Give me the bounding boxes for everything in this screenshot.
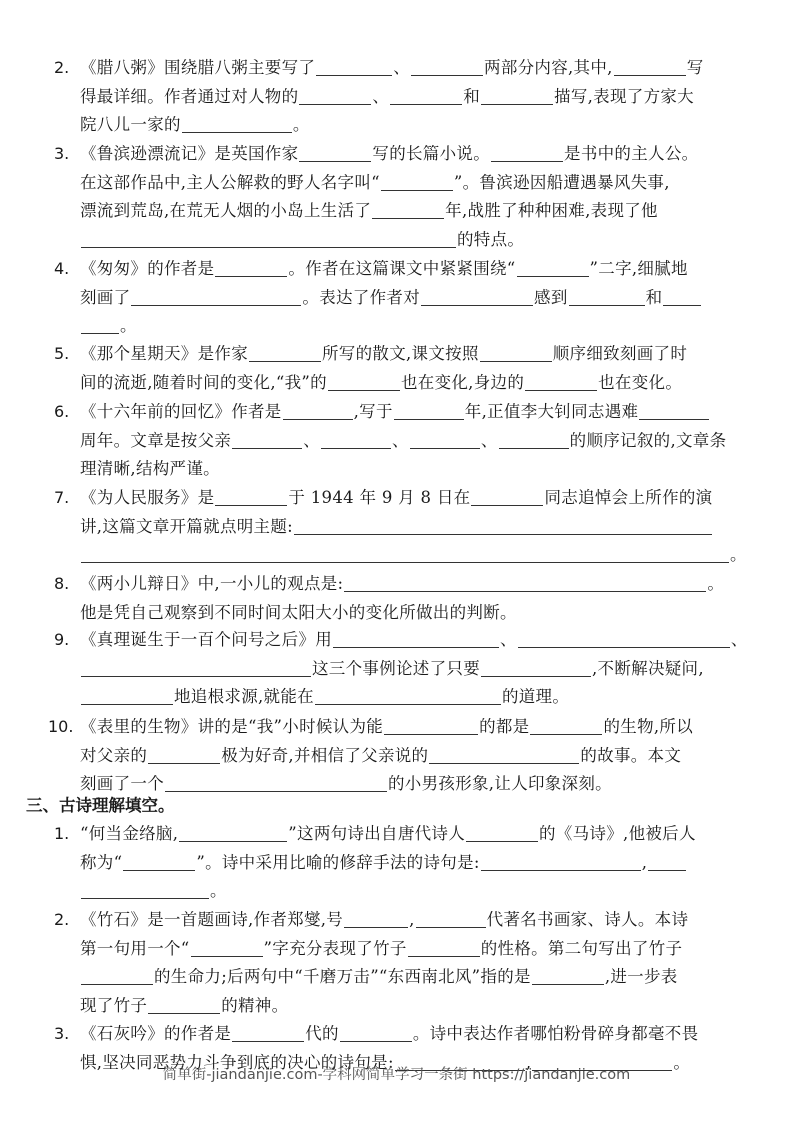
answer-blank[interactable] [215,258,287,277]
answer-blank[interactable] [123,852,195,871]
question-item [54,54,754,140]
question-text: 《为人民服务》是 [80,488,215,507]
answer-blank[interactable] [614,57,686,76]
question-line [80,83,754,112]
question-text: 和 [463,86,481,106]
question-text: 地追根求源,就能在 [174,687,314,706]
question-text: “何当金络脑, [80,824,179,843]
question-text: ,进一步表 [604,967,678,986]
question-number: 9. [54,630,70,649]
answer-blank[interactable] [408,938,480,957]
question-text: 和 [645,287,663,307]
question-text: 代的 [305,1024,339,1043]
question-text: ”这两句诗出自唐代诗人 [288,824,466,843]
question-line [80,570,754,599]
question-line [80,906,754,935]
question-text: 对父亲的 [80,745,148,765]
question-text: 同志追悼会上所作的演 [544,488,713,507]
question-text: 的精神。 [221,995,289,1015]
question-number: 3. [54,144,70,163]
question-text: 理清晰,结构严谨。 [80,459,220,478]
question-text: ”。诗中采用比喻的修辞手法的诗句是: [196,852,480,872]
question-line [80,1020,754,1049]
question-text: 《那个星期天》是作家 [80,344,248,363]
answer-blank[interactable] [569,287,645,306]
question-line [80,140,754,169]
question-text: 两部分内容,其中, [484,58,613,77]
question-text: 的特点。 [457,229,525,249]
answer-blank[interactable] [411,57,483,76]
question-number: 6. [54,402,70,421]
question-text: 《十六年前的回忆》作者是 [80,402,282,421]
question-line [80,284,754,313]
question-text: 、 [372,86,390,106]
question-line [80,849,754,878]
question-item [54,140,754,254]
question-text: 惧,坚决同恶势力斗争到底的决心的诗句是: [80,1052,394,1072]
question-text: 、 [730,630,748,649]
answer-blank[interactable] [466,823,538,842]
answer-blank[interactable] [530,716,602,735]
answer-blank[interactable] [499,430,569,449]
question-line [80,742,754,771]
question-text: 《腊八粥》围绕腊八粥主要写了 [80,58,316,77]
question-text: 。 [292,115,310,134]
question-line [80,820,754,849]
question-line [80,340,754,369]
question-item [48,713,754,799]
question-number: 3. [54,1024,70,1043]
question-text: 的生命力;后两句中“千磨万击”“东西南北风”指的是 [154,967,531,986]
question-text: 。表达了作者对 [302,287,421,307]
answer-blank[interactable] [410,430,480,449]
answer-blank[interactable] [315,686,501,705]
answer-blank[interactable] [663,287,701,306]
answer-blank[interactable] [416,909,486,928]
question-line [80,369,754,398]
answer-blank[interactable] [481,658,591,677]
question-item [54,484,754,570]
question-text: 《竹石》是一首题画诗,作者郑燮,号 [80,910,344,929]
answer-blank[interactable] [384,716,478,735]
question-text: ,写于 [353,402,393,421]
answer-blank[interactable] [81,544,729,563]
answer-blank[interactable] [165,773,387,792]
question-line [80,427,754,456]
question-text: 的顺序记叙的,文章条 [569,430,727,450]
question-line [80,713,754,742]
answer-blank[interactable] [232,430,302,449]
question-text: 所写的散文,课文按照 [322,344,479,363]
answer-blank[interactable] [471,487,543,506]
question-line [80,683,754,712]
question-line [80,484,754,513]
question-text: 现了竹子 [80,995,148,1015]
answer-blank[interactable] [639,401,709,420]
question-text: ”字充分表现了竹子 [263,938,407,958]
question-text: 《真理诞生于一百个问号之后》用 [80,630,332,649]
question-text: 。诗中表达作者哪怕粉骨碎身都毫不畏 [412,1024,699,1043]
question-text: 称为“ [80,852,123,872]
question-line [80,226,754,255]
question-number: 1. [54,824,70,843]
answer-blank[interactable] [344,573,706,592]
question-line [80,599,754,628]
question-text: 顺序细致刻画了时 [552,344,688,363]
answer-blank[interactable] [517,258,589,277]
question-line [80,169,754,198]
question-text: 的性格。第二句写出了竹子 [480,938,683,958]
question-text: 的道理。 [501,687,570,706]
answer-blank[interactable] [648,852,686,871]
answer-blank[interactable] [294,516,712,535]
question-text: 讲,这篇文章开篇就点明主题: [80,516,294,536]
answer-blank[interactable] [344,909,408,928]
question-text: 的《马诗》,他被后人 [539,824,696,843]
question-number: 2. [54,58,70,77]
question-text: 漂流到荒岛,在荒无人烟的小岛上生活了 [80,201,372,220]
answer-blank[interactable] [299,86,371,105]
question-line [80,626,754,655]
question-line [80,197,754,226]
answer-blank[interactable] [491,143,563,162]
question-text: 第一句用一个“ [80,938,190,958]
answer-blank[interactable] [148,995,220,1014]
answer-blank[interactable] [316,57,392,76]
answer-blank[interactable] [299,143,371,162]
question-text: 、 [500,630,517,649]
question-text: , [525,1052,532,1072]
question-number: 7. [54,488,70,507]
question-text: 的小男孩形象,让人印象深刻。 [388,774,612,793]
answer-blank[interactable] [481,86,553,105]
section-three-heading: 三、古诗理解填空。 [26,796,175,815]
question-text: 《鲁滨逊漂流记》是英国作家 [80,144,299,163]
question-text: 年,正值李大钊同志遇难 [464,402,639,421]
question-number: 10. [48,717,74,736]
question-text: 的故事。本文 [580,745,682,765]
question-text: 院八儿一家的 [80,115,181,134]
answer-blank[interactable] [480,343,552,362]
answer-blank[interactable] [390,86,462,105]
question-text: ,不断解决疑问, [592,658,704,678]
question-text: 、 [392,430,409,450]
question-text: 。 [730,545,747,564]
question-number: 8. [54,574,70,593]
question-line [80,935,754,964]
question-text: 《石灰吟》的作者是 [80,1024,232,1043]
question-text: 他是凭自己观察到不同时间太阳大小的变化所做出的判断。 [80,602,517,622]
question-text: 得最详细。作者通过对人物的 [80,86,299,106]
question-text: 、 [303,430,321,450]
question-text: 极为好奇,并相信了父亲说的 [221,745,429,765]
question-text: 于 1944 年 9 月 8 日在 [288,488,471,507]
question-text: 。 [707,574,725,593]
question-text: 刻画了一个 [80,774,164,793]
footer-watermark: 简单街-jiandanjie.com-学科网简单学习一条街 https://jiandanjie.com [162,1067,631,1083]
question-text: , [641,852,648,872]
question-item [54,820,754,906]
answer-blank[interactable] [328,372,400,391]
question-text: 周年。文章是按父亲 [80,430,232,450]
question-line [80,513,754,542]
question-line [80,455,754,484]
question-text: 《两小儿辩日》中,一小儿的观点是: [80,574,344,593]
answer-blank[interactable] [518,629,730,648]
question-text: 。作者在这篇课文中紧紧围绕“ [288,259,516,278]
answer-blank[interactable] [532,966,604,985]
answer-blank[interactable] [481,852,641,871]
question-item [54,255,754,341]
answer-blank[interactable] [191,938,263,957]
answer-blank[interactable] [81,229,456,248]
question-text: 感到 [534,287,568,307]
question-item [54,398,754,484]
question-text: 间的流逝,随着时间的变化,“我”的 [80,372,327,392]
question-number: 5. [54,344,70,363]
answer-blank[interactable] [340,1023,412,1042]
question-text: 代著名书画家、诗人。本诗 [486,910,689,929]
question-text: 刻画了 [80,287,131,307]
answer-blank[interactable] [148,745,220,764]
question-text: 年,战胜了种种困难,表现了他 [445,201,658,220]
question-text: 、 [393,58,411,77]
answer-blank[interactable] [179,823,287,842]
question-line [80,992,754,1021]
question-text: ”二字,细腻地 [589,259,688,278]
question-line [80,541,754,570]
question-line [80,54,754,83]
question-line [80,255,754,284]
question-line [80,398,754,427]
question-text: 这三个事例论述了只要 [312,658,480,678]
question-text: 是书中的主人公。 [564,144,699,163]
question-item [54,906,754,1020]
question-text: 。 [673,1052,691,1072]
question-text: 的生物,所以 [603,717,694,736]
question-text: 《表里的生物》讲的是“我”小时候认为能 [80,717,384,736]
answer-blank[interactable] [394,401,464,420]
question-line [80,111,754,140]
answer-blank[interactable] [321,430,391,449]
question-text: 也在变化,身边的 [400,372,525,392]
question-text: 描写,表现了方家大 [554,86,694,106]
question-line [80,877,754,906]
question-number: 2. [54,910,70,929]
question-item [54,626,754,712]
question-text: , [409,910,415,929]
question-text: 《匆匆》的作者是 [80,259,215,278]
answer-blank[interactable] [525,372,597,391]
answer-blank[interactable] [81,966,153,985]
answer-blank[interactable] [372,200,444,219]
answer-blank[interactable] [429,745,579,764]
answer-blank[interactable] [249,343,321,362]
answer-blank[interactable] [81,686,173,705]
question-text: ”。鲁滨逊因船遭遇暴风失事, [453,172,670,192]
question-text: 写的长篇小说。 [372,144,491,163]
answer-blank[interactable] [81,315,119,334]
answer-blank[interactable] [283,401,353,420]
question-item [54,340,754,397]
question-line [80,770,754,799]
answer-blank[interactable] [215,487,287,506]
answer-blank[interactable] [421,287,533,306]
question-line [80,963,754,992]
answer-blank[interactable] [131,287,301,306]
question-text: 。 [210,881,227,900]
answer-blank[interactable] [81,880,209,899]
answer-blank[interactable] [182,114,292,133]
question-line [80,655,754,684]
question-text: 。 [120,316,137,335]
question-item [54,570,754,627]
answer-blank[interactable] [81,658,311,677]
question-text: 也在变化。 [598,372,683,392]
question-number: 4. [54,259,70,278]
question-line [80,312,754,341]
question-text: 、 [480,430,498,450]
answer-blank[interactable] [381,172,453,191]
answer-blank[interactable] [333,629,499,648]
answer-blank[interactable] [232,1023,304,1042]
question-text: 在这部作品中,主人公解救的野人名字叫“ [80,172,380,192]
question-text: 的都是 [479,717,530,736]
question-text: 写 [686,58,704,77]
